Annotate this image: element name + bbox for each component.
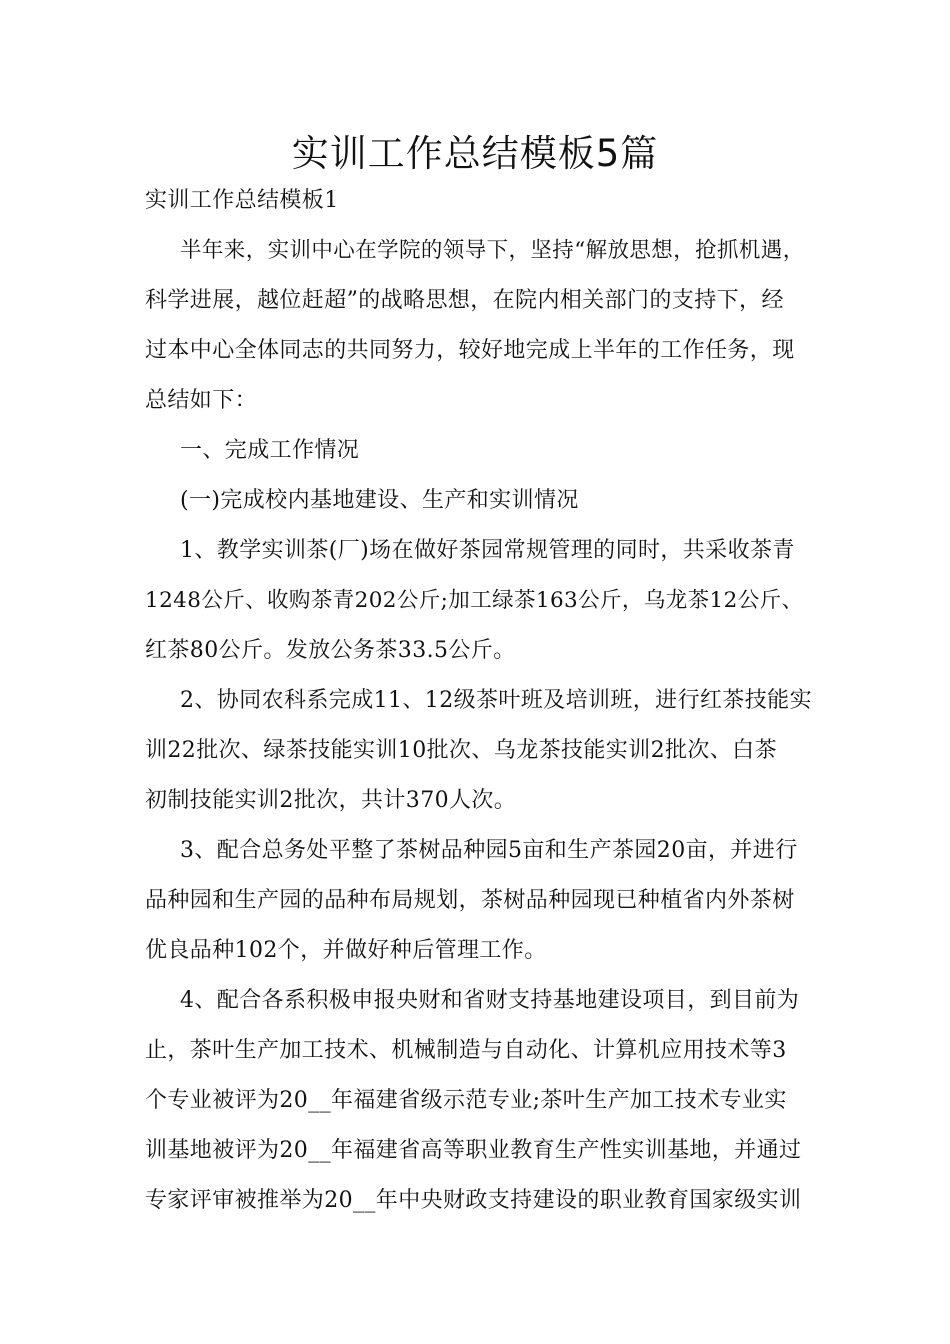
document-title: 实训工作总结模板5篇 <box>291 132 659 175</box>
paragraph-line: 4、配合各系积极申报央财和省财支持基地建设项目，到目前为 <box>180 988 800 1013</box>
paragraph-line: 优良品种102个，并做好种后管理工作。 <box>145 938 547 963</box>
paragraph-line: 3、配合总务处平整了茶树品种园5亩和生产茶园20亩，并进行 <box>180 838 798 863</box>
paragraph-line: 止，茶叶生产加工技术、机械制造与自动化、计算机应用技术等3 <box>145 1038 787 1063</box>
paragraph-line: 专家评审被推举为20__年中央财政支持建设的职业教育国家级实训 <box>145 1188 802 1213</box>
paragraph-line: 1248公斤、收购茶青202公斤;加工绿茶163公斤，乌龙茶12公斤、 <box>145 588 804 613</box>
paragraph-line: 总结如下： <box>145 388 258 413</box>
section-subtitle: 实训工作总结模板1 <box>145 188 339 213</box>
paragraph-line: 品种园和生产园的品种布局规划，茶树品种园现已种植省内外茶树 <box>145 888 795 913</box>
paragraph-line: 个专业被评为20__年福建省级示范专业;茶叶生产加工技术专业实 <box>145 1088 787 1113</box>
paragraph-line: 1、教学实训茶(厂)场在做好茶园常规管理的同时，共采收茶青 <box>180 538 795 563</box>
paragraph-line: 科学进展，越位赶超”的战略思想，在院内相关部门的支持下，经 <box>145 288 784 313</box>
paragraph-line: 2、协同农科系完成11、12级茶叶班及培训班，进行红茶技能实 <box>180 688 812 713</box>
paragraph-line: 训22批次、绿茶技能实训10批次、乌龙茶技能实训2批次、白茶 <box>145 738 777 763</box>
paragraph-line: 初制技能实训2批次，共计370人次。 <box>145 788 517 813</box>
paragraph-line: 半年来，实训中心在学院的领导下，坚持“解放思想，抢抓机遇， <box>180 238 805 263</box>
paragraph-line: 训基地被评为20__年福建省高等职业教育生产性实训基地，并通过 <box>145 1138 802 1163</box>
section-heading: 一、完成工作情况 <box>180 438 360 463</box>
paragraph-line: 过本中心全体同志的共同努力，较好地完成上半年的工作任务，现 <box>145 338 795 363</box>
paragraph-line: 红茶80公斤。发放公务茶33.5公斤。 <box>145 638 516 663</box>
subsection-heading: (一)完成校内基地建设、生产和实训情况 <box>180 488 579 513</box>
